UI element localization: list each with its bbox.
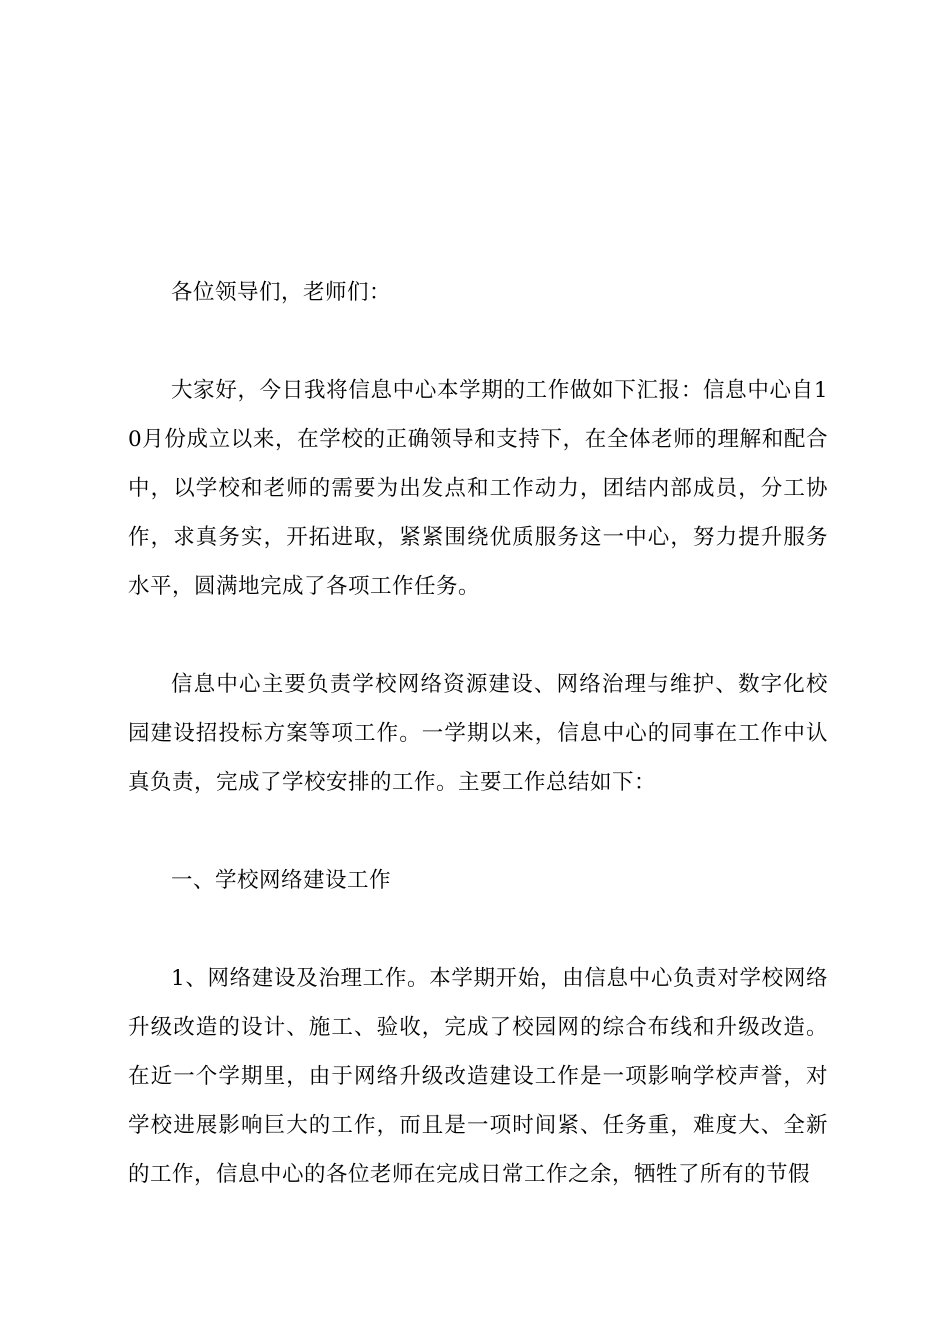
paragraph-greeting: 大家好，今日我将信息中心本学期的工作做如下汇报：信息中心自10月份成立以来，在学校的正确领导和支持下，在全体老师的理解和配合中，以学校和老师的需要为出发点和工作动力，团结内部成员，分工协作，求真务实，开拓进取，紧紧围绕优质服务这一中心，努力提升服务水平，圆满地完成了各项工作任务。 (128, 378, 828, 599)
salutation: 各位领导们，老师们： (171, 280, 392, 305)
paragraph-responsibilities: 信息中心主要负责学校网络资源建设、网络治理与维护、数字化校园建设招投标方案等项工作。一学期以来，信息中心的同事在工作中认真负责，完成了学校安排的工作。主要工作总结如下： (128, 672, 828, 795)
paragraph-network-construction: 1、网络建设及治理工作。本学期开始，由信息中心负责对学校网络升级改造的设计、施工、验收，完成了校园网的综合布线和升级改造。在近一个学期里，由于网络升级改造建设工作是一项影响学校声誉，对学校进展影响巨大的工作，而且是一项时间紧、任务重，难度大、全新的工作，信息中心的各位老师在完成日常工作之余，牺牲了所有的节假 (128, 966, 828, 1187)
section-heading-network: 一、学校网络建设工作 (171, 868, 392, 893)
document-body (128, 268, 828, 1199)
